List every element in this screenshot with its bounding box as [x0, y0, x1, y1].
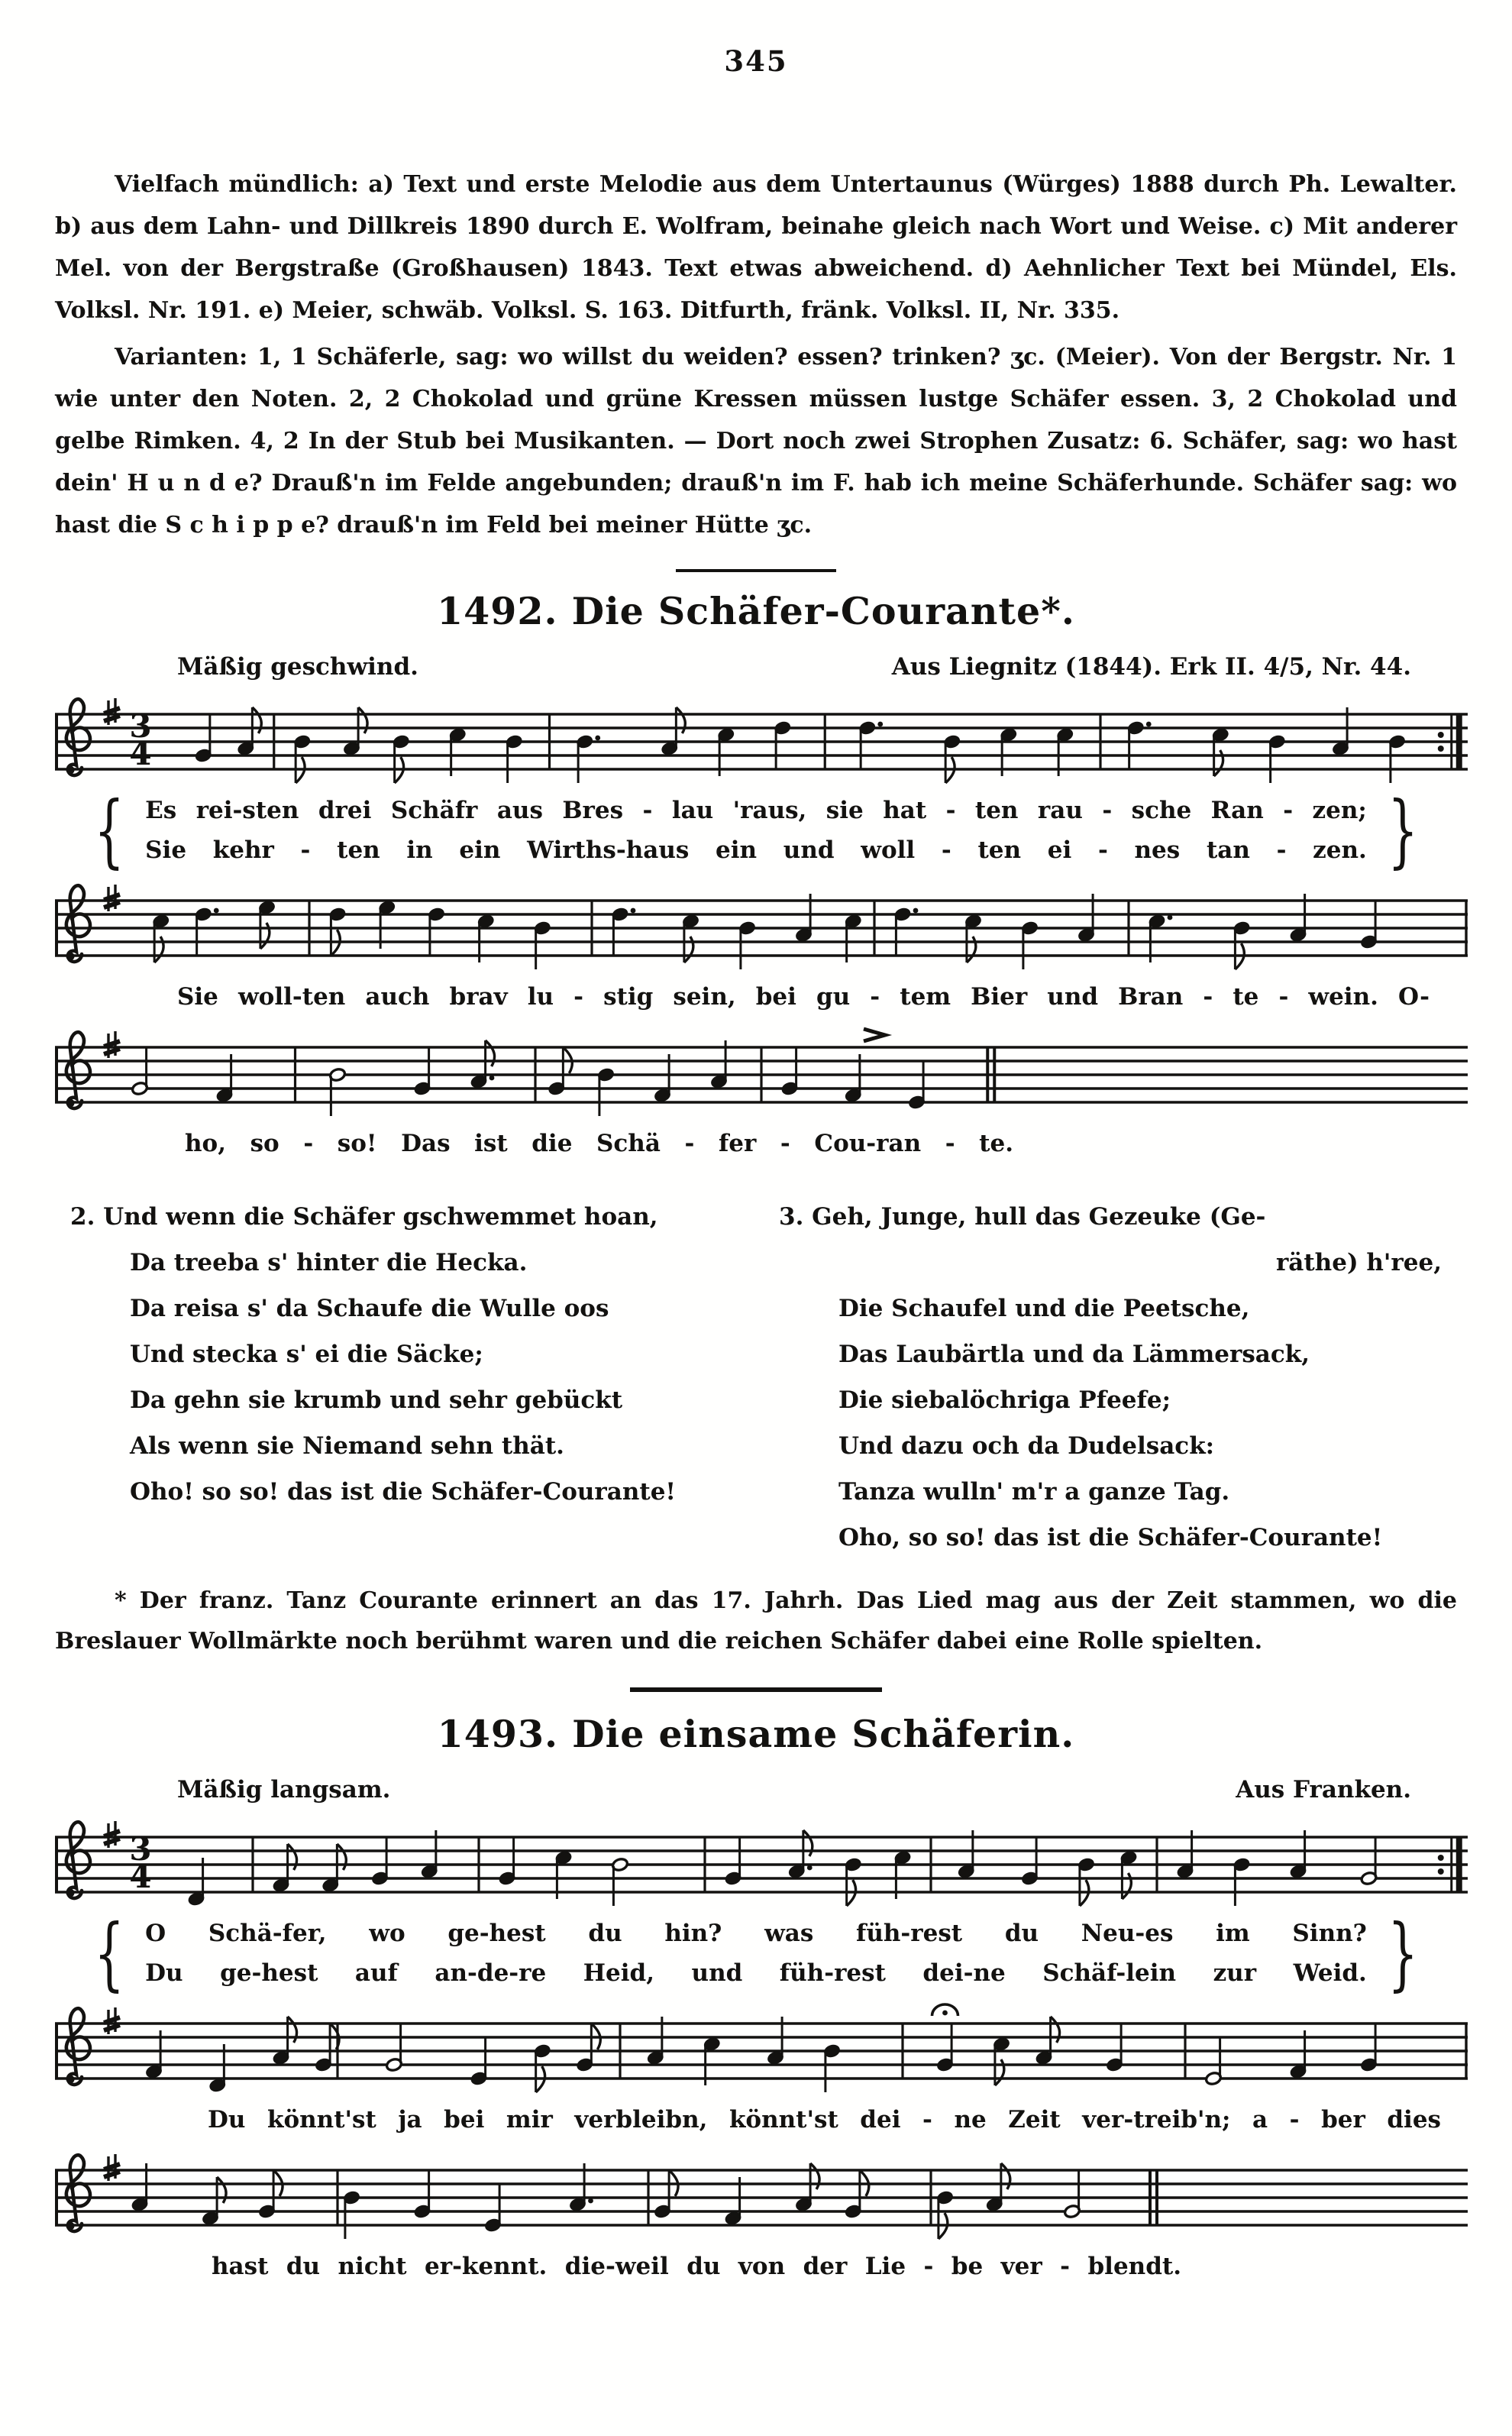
right-brace: }	[1388, 784, 1418, 877]
verse-line: 2. Und wenn die Schäfer gschwemmet hoan,	[70, 1203, 658, 1231]
lyric-pair-lines	[134, 1914, 1378, 1993]
right-brace: }	[1388, 1907, 1418, 2000]
tempo-marking: Mäßig geschwind.	[177, 653, 418, 681]
tempo-marking: Mäßig langsam.	[177, 1776, 391, 1804]
verse-2	[70, 1194, 733, 1561]
music-staff	[55, 2144, 1468, 2245]
lyric-line-1b: Du ge-hest auf an-de-re Heid, und füh-rest dei-ne Schäf-lein zur Weid.	[145, 1959, 1367, 1987]
tempo-row-1492	[55, 653, 1457, 681]
music-staff	[55, 1021, 1468, 1122]
lyric-line-2: Du könnt'st ja bei mir verbleibn, könnt'st dei - ne Zeit ver-treib'n; a - ber dies	[208, 2106, 1441, 2134]
music-staff	[55, 875, 1468, 975]
verse-line: Oho! so so! das ist die Schäfer-Courante!	[130, 1478, 677, 1506]
footnote: * Der franz. Tanz Courante erinnert an das 17. Jahrh. Das Lied mag aus der Zeit stammen, wo die Breslauer Wollmärkte noch berühmt waren und die reichen Schäfer dabei eine Rolle spielten.	[55, 1587, 1457, 1655]
verse-line: Das Laubärtla und da Lämmersack,	[838, 1341, 1310, 1368]
svg-text:4: 4	[129, 735, 152, 772]
verse-line: Oho, so so! das ist die Schäfer-Courante!	[838, 1524, 1383, 1551]
verse-line: Die siebalöchriga Pfeefe;	[838, 1386, 1171, 1414]
svg-text:3: 3	[129, 1830, 152, 1868]
lyric-line-3: ho, so - so! Das ist die Schä - fer - Cou-ran - te.	[185, 1130, 1013, 1157]
lyric-line-3: hast du nicht er-kennt. die-weil du von der Lie - be ver - blendt.	[212, 2253, 1181, 2280]
source-attribution: Aus Franken.	[1236, 1776, 1411, 1804]
verse-line: Die Schaufel und die Peetsche,	[838, 1295, 1250, 1322]
svg-text:3: 3	[129, 707, 152, 745]
lyric-line-1a: Es rei-sten drei Schäfr aus Bres - lau 'raus, sie hat - ten rau - sche Ran - zen;	[145, 797, 1367, 824]
verse-line: Und stecka s' ei die Säcke;	[130, 1341, 483, 1368]
music-staff	[55, 1811, 1468, 1912]
verse-line: Da reisa s' da Schaufe die Wulle oos	[130, 1295, 609, 1322]
music-staff	[55, 688, 1468, 789]
tempo-row-1493	[55, 1776, 1457, 1804]
verse-line: Tanza wulln' m'r a ganze Tag.	[838, 1478, 1230, 1506]
verse-line: Da treeba s' hinter die Hecka.	[130, 1249, 528, 1276]
lyric-pair-1493	[84, 1907, 1428, 2000]
verse-line: Als wenn sie Niemand sehn thät.	[130, 1432, 564, 1460]
verse-line: Und dazu och da Dudelsack:	[838, 1432, 1215, 1460]
section-divider	[676, 569, 836, 572]
verses-section	[55, 1194, 1457, 1561]
left-brace: {	[94, 1907, 124, 2000]
verse-line: 3. Geh, Junge, hull das Gezeuke (Ge-	[779, 1203, 1266, 1231]
svg-text:4: 4	[129, 1858, 152, 1895]
song-title-1493: 1493. Die einsame Schäferin.	[437, 1712, 1075, 1756]
sources-paragraph: Vielfach mündlich: a) Text und erste Melodie aus dem Untertaunus (Würges) 1888 durch Ph. Lewalter. b) aus dem Lahn- und Dillkreis 1890 durch E. Wolfram, beinahe gleich nach Wort und Weise. c) Mit anderer Mel. von der Bergstraße (Großhausen) 1843. Text etwas abweichend. d) Aehnlicher Text bei Mündel, Els. Volksl. Nr. 191. e) Meier, schwäb. Volksl. S. 163. Ditfurth, fränk. Volksl. II, Nr. 335.	[55, 171, 1457, 324]
variants-paragraph: Varianten: 1, 1 Schäferle, sag: wo willst du weiden? essen? trinken? ʒc. (Meier). Von der Bergstr. Nr. 1 wie unter den Noten. 2, 2 Chokolad und grüne Kressen müssen lustge Schäfer essen. 3, 2 Chokolad und gelbe Rimken. 4, 2 In der Stub bei Musikanten. — Dort noch zwei Strophen Zusatz: 6. Schäfer, sag: wo hast dein' H u n d e? Drauß'n im Felde angebunden; drauß'n im F. hab ich meine Schäferhunde. Schäfer sag: wo hast die S c h i p p e? drauß'n im Feld bei meiner Hütte ʒc.	[55, 344, 1457, 539]
verse-line: räthe) h'ree,	[1275, 1249, 1442, 1276]
section-divider	[630, 1687, 882, 1692]
lyric-line-1b: Sie kehr - ten in ein Wirths-haus ein und woll - ten ei - nes tan - zen.	[145, 836, 1367, 864]
lyric-pair-1492	[84, 784, 1428, 877]
lyric-line-2: Sie woll-ten auch brav lu - stig sein, bei gu - tem Bier und Bran - te - wein. O-	[177, 983, 1430, 1011]
song-title-1492: 1492. Die Schäfer-Courante*.	[437, 589, 1075, 633]
music-staff	[55, 1998, 1468, 2098]
page-number: 345	[724, 44, 788, 78]
verse-line: Da gehn sie krumb und sehr gebückt	[130, 1386, 623, 1414]
verse-3	[779, 1194, 1442, 1561]
lyric-pair-lines	[134, 791, 1378, 870]
source-attribution: Aus Liegnitz (1844). Erk II. 4/5, Nr. 44.	[891, 653, 1411, 681]
lyric-line-1a: O Schä-fer, wo ge-hest du hin? was füh-rest du Neu-es im Sinn?	[145, 1920, 1367, 1947]
left-brace: {	[94, 784, 124, 877]
